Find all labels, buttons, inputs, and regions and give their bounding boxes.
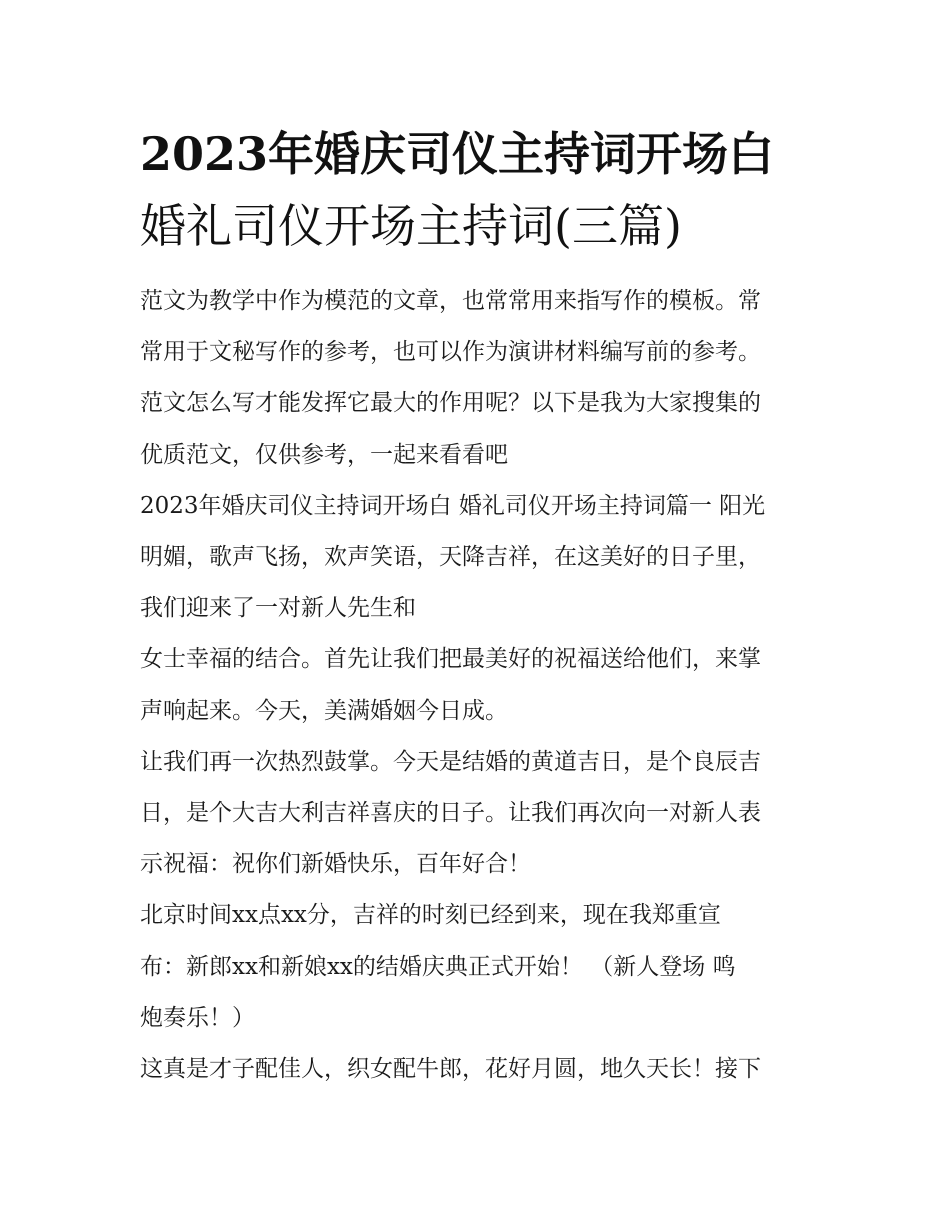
title-line-2: 婚礼司仪开场主持词(三篇) xyxy=(140,199,682,253)
body-line: 这真是才子配佳人，织女配牛郎，花好月圆，地久天长！接下 xyxy=(140,1056,761,1083)
document-title xyxy=(140,118,820,262)
body-line: 炮奏乐！） xyxy=(140,1004,255,1031)
body-line: 声响起来。今天，美满婚姻今日成。 xyxy=(140,697,508,724)
body-line: 女士幸福的结合。首先让我们把最美好的祝福送给他们，来掌 xyxy=(140,646,761,673)
body-line: 示祝福：祝你们新婚快乐，百年好合！ xyxy=(140,851,531,878)
body-line: 范文为教学中作为模范的文章，也常常用来指写作的模板。常 xyxy=(140,288,761,314)
body-line: 常用于文秘写作的参考，也可以作为演讲材料编写前的参考。 xyxy=(140,339,761,366)
body-line: 明媚，歌声飞扬，欢声笑语，天降吉祥，在这美好的日子里， xyxy=(140,544,761,571)
body-line: 优质范文，仅供参考，一起来看看吧 xyxy=(140,441,508,468)
title-line-1: 2023年婚庆司仪主持词开场白 xyxy=(140,127,775,181)
body-line: 让我们再一次热烈鼓掌。今天是结婚的黄道吉日，是个良辰吉 xyxy=(140,748,761,775)
body-line: 范文怎么写才能发挥它最大的作用呢？以下是我为大家搜集的 xyxy=(140,390,761,417)
body-line: 布：新郎xx和新娘xx的结婚庆典正式开始！ （新人登场 鸣 xyxy=(140,953,736,980)
body-line: 北京时间xx点xx分，吉祥的时刻已经到来，现在我郑重宣 xyxy=(140,902,721,929)
body-line: 我们迎来了一对新人先生和 xyxy=(140,595,416,622)
document-body xyxy=(140,276,820,1095)
body-line: 日，是个大吉大利吉祥喜庆的日子。让我们再次向一对新人表 xyxy=(140,800,761,827)
body-line: 2023年婚庆司仪主持词开场白 婚礼司仪开场主持词篇一 阳光 xyxy=(140,492,766,519)
